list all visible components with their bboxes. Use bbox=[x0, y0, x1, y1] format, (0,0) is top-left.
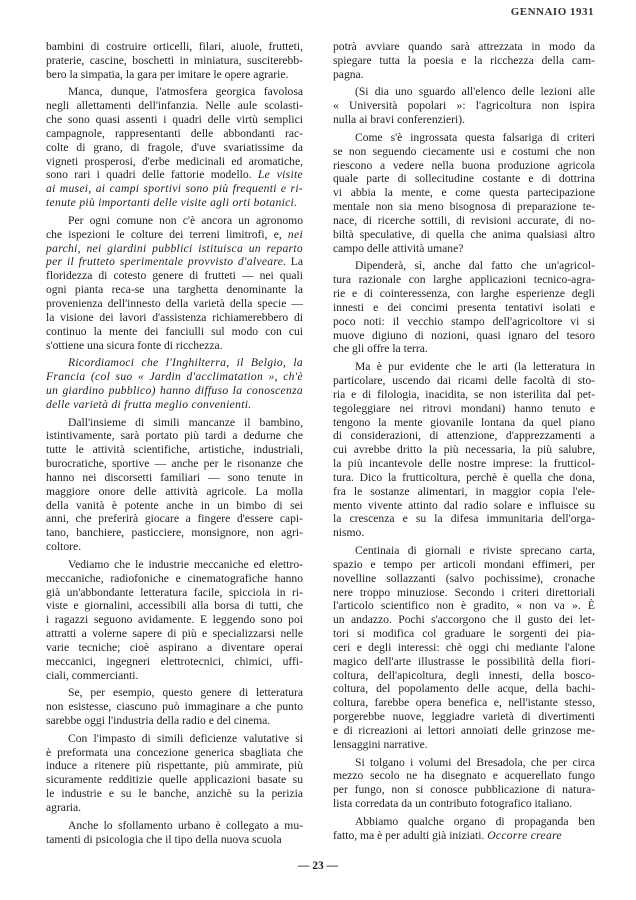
text-line: viste e giornalini, accessibili alla borsa di tutti, che bbox=[46, 599, 303, 613]
text-line: ogni pianta reca-se una targhetta denominante la bbox=[46, 283, 303, 297]
text-line: coltura, dell'apicoltura, degli innesti, della bosco- bbox=[333, 668, 595, 682]
text-line: istintivamente, sarà portato più tardi a dedurne che bbox=[46, 429, 303, 443]
text-line: agraria. bbox=[46, 800, 82, 814]
italic-text: parchi, nei giardini pubblici istituisca un reparto bbox=[46, 241, 303, 255]
text-line: se non seguendo ciecamente usi e costumi che non bbox=[333, 144, 595, 158]
text-line: nismo. bbox=[333, 526, 365, 540]
text-line: varie tecniche; cioè aspirano a diventare operai bbox=[46, 640, 303, 654]
text-line bbox=[46, 398, 303, 412]
text-line: spazio e tempo per articoli mondani effimeri, per bbox=[333, 557, 595, 571]
text-line: pagna. bbox=[333, 67, 364, 81]
paragraph bbox=[333, 85, 595, 127]
text-line: floridezza di cotesto genere di frutteti — nei quali bbox=[46, 269, 303, 283]
text-line: bero la simpatia, la gara per imitare le opere agrarie. bbox=[46, 67, 289, 81]
text-line: provenienza dell'innesto della varietà della specie — bbox=[46, 296, 303, 310]
paragraph bbox=[46, 686, 303, 728]
italic-text: Occorre creare bbox=[487, 828, 562, 842]
text-line: Abbiamo qualche organo di propaganda ben bbox=[355, 814, 595, 828]
text-line: continuo la mente dei fanciulli sul modo con cui bbox=[46, 324, 303, 338]
text-line: magico dell'arte illustrasse le possibilità della fiori- bbox=[333, 654, 595, 668]
text-line bbox=[46, 255, 303, 269]
text-line: i ragazzi seguono avidamente. E leggendo sono poi bbox=[46, 613, 303, 627]
paragraph bbox=[46, 85, 303, 210]
text-line: tura razionale con larghe applicazioni tecnico-agra- bbox=[333, 273, 595, 287]
text-line: è preformata una concezione generica sbagliata che bbox=[46, 745, 303, 759]
italic-text: delle varietà di frutta meglio convenienti. bbox=[46, 397, 252, 411]
text-line: già un'abbondante letteratura facile, spicciola in ri- bbox=[46, 585, 303, 599]
text-line bbox=[46, 242, 303, 256]
text-line: le industrie e su le banche, anzichè su la perizia bbox=[46, 787, 303, 801]
italic-text: Le visite bbox=[257, 168, 303, 182]
paragraph bbox=[46, 214, 303, 352]
text-line: un andazzo. Pochi s'accorgono che il gusto dei let- bbox=[333, 613, 595, 627]
paragraph bbox=[46, 819, 303, 847]
paragraph bbox=[333, 259, 595, 356]
text-line: colte di grano, di fragole, d'uve svariatissime da bbox=[46, 140, 303, 154]
text-line: s'ottiene una sicura fonte di ricchezza. bbox=[46, 338, 223, 352]
text-line: che gli offre la terra. bbox=[333, 342, 428, 356]
text-line: « Università popolari »: l'agricoltura non ispira bbox=[333, 99, 595, 113]
text-line: tura. Dico la frutticoltura, perchè è quella che dona, bbox=[333, 470, 595, 484]
text-line: burocratiche, sportive — anche per le risonanze che bbox=[46, 457, 303, 471]
text-line: novelline sollazzanti (salvo pochissime), cronache bbox=[333, 571, 595, 585]
text-line: tori si modifica col graduare le sorgenti dei pia- bbox=[333, 627, 595, 641]
text-line: la crescenza e su la difesa immunitaria dell'orga- bbox=[333, 512, 595, 526]
running-header: GENNAIO 1931 bbox=[510, 6, 594, 18]
text-line: la visione dei lavori d'assistenza richiamerebbero di bbox=[46, 310, 303, 324]
text-line: tamenti di psicologia che il tipo della nuova scuola bbox=[46, 832, 282, 846]
text-line: ceri e degli interessi: chè oggi chi mediante l'alone bbox=[333, 640, 595, 654]
text-line: hanno nei discorsetti familiari — sono tenute in bbox=[46, 470, 303, 484]
text-line bbox=[333, 829, 595, 843]
text-line: Per ogni comune non c'è ancora un agronomo bbox=[68, 213, 303, 227]
text-line: innesti e dei concimi presenta tentativi isolati e bbox=[333, 300, 595, 314]
text-line: Come s'è ingrossata questa falsariga di criteri bbox=[355, 130, 595, 144]
text-line: Vediamo che le industrie meccaniche ed elettro- bbox=[68, 557, 303, 571]
italic-text: tenute più importanti delle visite agli orti botanici. bbox=[46, 196, 298, 210]
paragraph bbox=[333, 544, 595, 752]
text-line: tegoleggiare nei ritrovi mondani) hanno tenuto e bbox=[333, 401, 595, 415]
text-line: ria e di filologia, inacidita, se non isterilita dal pet- bbox=[333, 387, 595, 401]
text-line: sarebbe oggi l'industria della radio e del cinema. bbox=[46, 714, 271, 727]
text-segment: sono rari i quadri delle fattorie modello. bbox=[46, 168, 258, 182]
text-line: quale parte di sollecitudine costante e di dottrina bbox=[333, 172, 595, 186]
paragraph bbox=[333, 131, 595, 256]
text-line: vigneti prosperosi, d'erbe medicinali ed aromatiche, bbox=[46, 154, 303, 168]
text-line bbox=[46, 228, 303, 242]
text-segment: fatto, ma è per adulti già iniziati. bbox=[333, 828, 488, 842]
text-line: mentale non sia meno bisognosa di preparazione te- bbox=[333, 200, 595, 214]
text-line: maggiore onore delle attività agricole. La molla bbox=[46, 484, 303, 498]
text-line: lista corredata da un contributo fotografico italiano. bbox=[333, 797, 573, 811]
text-line: Dipenderà, sì, anche dal fatto che un'agricol- bbox=[355, 259, 595, 273]
italic-text: Francia (col suo « Jardin d'acclimatation », ch'è bbox=[46, 370, 303, 384]
text-line: non esistesse, ciascuno può immaginare a che punto bbox=[46, 700, 303, 714]
text-line: della vanità è potente anche in un bimbo di sei bbox=[46, 498, 303, 512]
text-line bbox=[46, 182, 303, 196]
text-line: Centinaia di giornali e riviste sprecano carta, bbox=[355, 543, 595, 557]
paragraph bbox=[333, 40, 595, 82]
text-line: Se, per esempio, questo genere di letteratura bbox=[68, 686, 303, 700]
text-line: lensaggini narrative. bbox=[333, 737, 428, 751]
text-line: coltore. bbox=[46, 540, 82, 554]
text-line bbox=[46, 196, 303, 210]
text-line: meccaniche, radiofoniche e cinematografiche hanno bbox=[46, 571, 303, 585]
paragraph bbox=[46, 416, 303, 554]
text-line: tutte le attività scientifiche, artistiche, industriali, bbox=[46, 443, 303, 457]
text-line: vi abbia la mente, e come questa partecipazione bbox=[333, 186, 595, 200]
text-line: negli allettamenti dell'infanzia. Nelle aule scolasti- bbox=[46, 99, 303, 113]
paragraph bbox=[46, 732, 303, 815]
text-line bbox=[46, 384, 303, 398]
text-line: spiegare tutta la poesia e la ricchezza della cam- bbox=[333, 53, 595, 67]
text-line: nulla ai bravi conferenzieri). bbox=[333, 113, 465, 127]
text-line: anni, che preferirà giocare a fingere d'essere capi- bbox=[46, 512, 303, 526]
text-line: potrà avviare quando sarà attrezzata in modo da bbox=[333, 40, 595, 53]
italic-text: ai musei, ai campi sportivi sono più frequenti e ri- bbox=[46, 182, 303, 196]
text-line: (Si dia uno sguardo all'elenco delle lezioni alle bbox=[355, 85, 595, 99]
italic-text: per il frutteto sperimentale provvisto d'alveare. bbox=[46, 255, 287, 269]
text-segment: La bbox=[286, 255, 303, 269]
text-line: mento vivente attinto dal radio solare e influisce su bbox=[333, 498, 595, 512]
text-line: coltura, del popolamento delle acque, della bachi- bbox=[333, 682, 595, 696]
text-line bbox=[46, 168, 303, 182]
text-line: nere troppo minuziose. Secondo i criteri direttoriali bbox=[333, 585, 595, 599]
text-line: particolare, uscendo dai ricami delle facoltà di sto- bbox=[333, 373, 595, 387]
text-segment: che ispezioni le colture dei terreni limitrofi, e, bbox=[46, 227, 288, 241]
text-line: Ma è pur evidente che le arti (la letteratura in bbox=[355, 360, 595, 374]
paragraph bbox=[46, 356, 303, 411]
text-line: Si tolgano i volumi del Bresadola, che per circa bbox=[355, 755, 595, 769]
text-line: mezzo secolo ne ha disegnato e acquerellato fungo bbox=[333, 769, 595, 783]
text-line: Dall'insieme di simili mancanze il bambino, bbox=[68, 415, 303, 429]
text-line: induce a ritenere più rispettante, più ammirate, più bbox=[46, 759, 303, 773]
text-line: e di ricreazioni ai lettori annoiati delle grinzose me- bbox=[333, 723, 595, 737]
text-line: praterie, cascine, boschetti in miniatura, susciterebb- bbox=[46, 53, 303, 67]
text-line: porgerebbe nuove, leggiadre varietà di divertimenti bbox=[333, 710, 595, 724]
text-line bbox=[46, 370, 303, 384]
text-line: cui avrebbe dritto la più necessaria, la più salubre, bbox=[333, 443, 595, 457]
text-line: attratti a volerne sapere di più e specializzarsi nelle bbox=[46, 627, 303, 641]
text-line bbox=[46, 356, 303, 370]
text-line: la più incantevole delle nostre imprese: la frutticol- bbox=[333, 457, 595, 471]
text-line: Anche lo sfollamento urbano è collegato a mu- bbox=[68, 818, 303, 832]
text-line: per fungo, non si conosce pubblicazione di natura- bbox=[333, 783, 595, 797]
paragraph bbox=[333, 756, 595, 811]
paragraph bbox=[46, 558, 303, 683]
text-line: campo delle attività umane? bbox=[333, 241, 464, 255]
italic-text: Ricordiamoci che l'Inghilterra, il Belgio, la bbox=[68, 356, 303, 370]
text-line: poco noti: il vecchio stampo dell'agricoltore vi si bbox=[333, 314, 595, 328]
text-line: tengono la mente giovanile lontana da quel piano bbox=[333, 415, 595, 429]
text-line: fra le sostanze alimentari, in maggior copia l'ele- bbox=[333, 484, 595, 498]
text-line: biltà speculative, di quella che anima qualsiasi altro bbox=[333, 227, 595, 241]
text-line: Con l'impasto di simili deficienze valutative si bbox=[68, 731, 303, 745]
text-line: tano, banchiere, pasticciere, monsignore, non agri- bbox=[46, 526, 303, 540]
text-line: bambini di costruire orticelli, filari, aiuole, frutteti, bbox=[46, 40, 303, 53]
italic-text: nei bbox=[287, 227, 303, 241]
text-line: l'articolo scientifico non è gradito, « non va ». È bbox=[333, 599, 595, 613]
paragraph bbox=[333, 815, 595, 843]
text-line: ciali, commercianti. bbox=[46, 668, 139, 682]
text-line: rie e di cointeressenza, con larghe esperienze degli bbox=[333, 287, 595, 301]
text-line: che sono quasi assenti i quadri delle virtù semplici bbox=[46, 113, 303, 127]
text-line: Manca, dunque, l'atmosfera georgica favolosa bbox=[68, 85, 303, 99]
text-line: campagnole, rappresentanti delle abbondanti rac- bbox=[46, 126, 303, 140]
text-line: muove digiuno di nozioni, quasi ignaro del tesoro bbox=[333, 328, 595, 342]
page-number: — 23 — bbox=[297, 860, 339, 872]
text-line: nace, di ricerche sottili, di revisioni accurate, di no- bbox=[333, 213, 595, 227]
text-line: sicuramente redditizie quelle applicazioni basate su bbox=[46, 773, 303, 787]
paragraph bbox=[333, 360, 595, 540]
paragraph bbox=[46, 40, 303, 82]
italic-text: un giardino pubblico) hanno diffuso la conoscenza bbox=[46, 383, 303, 397]
left-column bbox=[46, 40, 303, 850]
text-line: meccanici, ingegneri elettrotecnici, chimici, uffi- bbox=[46, 654, 303, 668]
right-column bbox=[333, 40, 595, 846]
text-line: coltura, farebbe opera benefica e, nell'istante stesso, bbox=[333, 696, 595, 710]
text-line: di considerazioni, di attenzione, d'apprezzamenti a bbox=[333, 429, 595, 443]
text-line: riescono a vedere nella buona produzione agricola bbox=[333, 158, 595, 172]
